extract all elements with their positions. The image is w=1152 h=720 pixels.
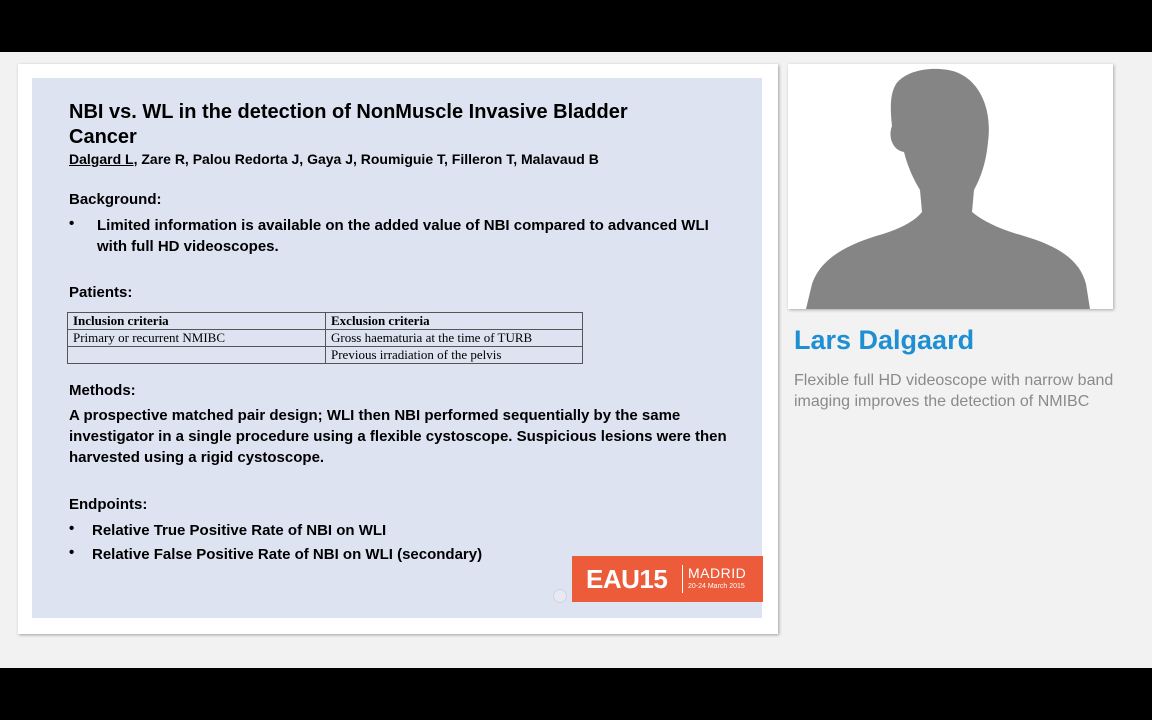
- slide-pointer-icon: [553, 589, 567, 603]
- table-row: [68, 347, 583, 364]
- patients-heading: Patients:: [69, 284, 133, 301]
- person-silhouette-icon: [788, 64, 1113, 309]
- speaker-avatar: [788, 64, 1113, 309]
- logo-city: MADRID: [688, 565, 747, 581]
- presentation-stage: [0, 52, 1152, 668]
- methods-heading: Methods:: [69, 382, 136, 399]
- bullet-icon: •: [69, 215, 75, 232]
- table-cell: Previous irradiation of the pelvis: [326, 347, 583, 364]
- logo-dates: 20-24 March 2015: [688, 583, 745, 590]
- background-bullet-text: Limited information is available on the added value of NBI compared to advanced WLI with full HD videoscopes.: [97, 217, 709, 255]
- methods-text: A prospective matched pair design; WLI then NBI performed sequentially by the same investigator in a single procedure using a flexible cystoscope. Suspicious lesions were then harvested using a rigid cystoscope.: [69, 407, 727, 466]
- logo-divider: [682, 565, 683, 593]
- speaker-name: Lars Dalgaard: [794, 325, 975, 355]
- table-header-row: [68, 313, 583, 330]
- table-cell: Gross haematuria at the time of TURB: [326, 330, 583, 347]
- endpoints-heading: Endpoints:: [69, 496, 148, 513]
- slide-panel: [18, 64, 778, 634]
- co-authors: , Zare R, Palou Redorta J, Gaya J, Roumiguie T, Filleron T, Malavaud B: [133, 151, 599, 167]
- author-list: [69, 151, 599, 167]
- criteria-table: [67, 312, 583, 364]
- table-cell: Primary or recurrent NMIBC: [68, 330, 326, 347]
- logo-word: EAU15: [586, 564, 668, 594]
- bullet-icon: •: [69, 544, 75, 561]
- table-cell: [68, 347, 326, 364]
- table-row: [68, 330, 583, 347]
- table-header-inclusion: Inclusion criteria: [68, 313, 326, 330]
- talk-title: Flexible full HD videoscope with narrow band imaging improves the detection of NMIBC: [794, 372, 1114, 410]
- table-header-exclusion: Exclusion criteria: [326, 313, 583, 330]
- bullet-icon: •: [69, 520, 75, 537]
- lead-author: Dalgard L: [69, 151, 134, 167]
- background-heading: Background:: [69, 191, 162, 208]
- slide-content: [32, 78, 762, 618]
- eau-congress-logo: [572, 556, 763, 602]
- slide-title: NBI vs. WL in the detection of NonMuscle Invasive Bladder Cancer: [69, 101, 628, 148]
- endpoint-item: Relative False Positive Rate of NBI on WLI (secondary): [92, 546, 483, 563]
- endpoint-item: Relative True Positive Rate of NBI on WLI: [92, 522, 387, 539]
